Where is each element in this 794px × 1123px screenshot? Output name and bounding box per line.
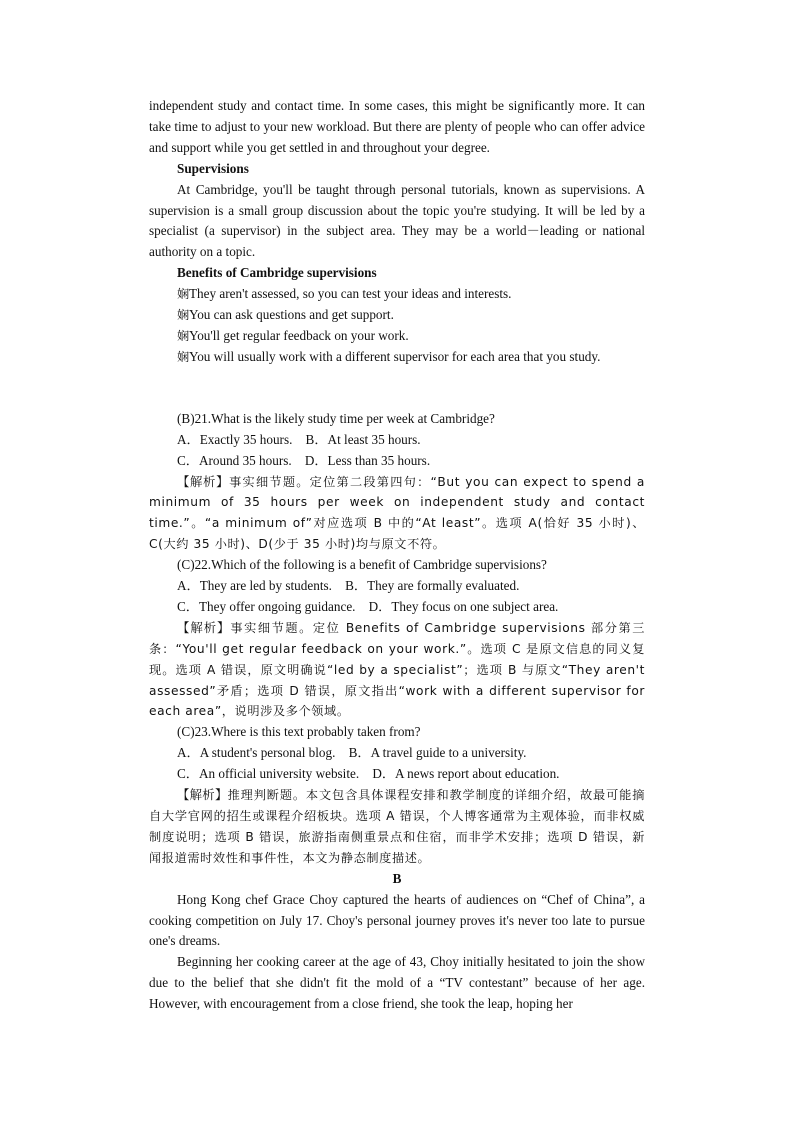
blank-space [149,368,645,409]
question-23-options-cd: C．An official university website. D．A news report about education. [177,766,560,782]
question-22-options-ab: A．They are led by students. B．They are formally evaluated. [177,578,520,594]
analysis-text: 事实细节题。定位第二段第四句：“But you can expect to spend a minimum of 35 hours per week on independent study and contact time.”。“a minimum of”对应选项 B 中的“At least”。选项 A(恰好 35 小时)、C(大约 35 小时)、D(少于 35 小时)均与原文不符。 [149,474,646,552]
supervisions-heading: Supervisions [177,160,249,176]
section-b-paragraph-2: Beginning her cooking career at the age of 43, Choy initially hesitated to join the show due to the belief that she didn't fit the mold of a “TV contestant” because of her age. However, with encouragement from a close friend, she took the leap, hoping her [149,954,645,1012]
question-21-analysis [149,472,645,556]
document-page [149,96,645,1015]
analysis-tag: 【解析】 [177,473,230,489]
benefit-item: 娴You will usually work with a different supervisor for each area that you study. [149,347,645,368]
question-22-analysis [149,618,645,723]
benefit-item: 娴You can ask questions and get support. [149,305,645,326]
bullet-glyph: 娴 [177,287,190,302]
question-22-options-cd: C．They offer ongoing guidance. D．They focus on one subject area. [177,598,559,614]
analysis-tag: 【解析】 [177,787,228,803]
section-b-label: B [392,870,402,886]
intro-paragraph: independent study and contact time. In some cases, this might be significantly more. It can take time to adjust to your new workload. But there are plenty of people who can offer advice and support while you get settled in and throughout your degree. [149,98,645,155]
question-22: (C)22.Which of the following is a benefit of Cambridge supervisions? [177,557,547,573]
question-23-options-ab: A．A student's personal blog. B．A travel guide to a university. [177,745,527,761]
question-21-options-ab: A．Exactly 35 hours. B．At least 35 hours. [177,431,421,447]
analysis-tag: 【解析】 [177,619,231,635]
analysis-text: 事实细节题。定位 Benefits of Cambridge supervisions 部分第三条：“You'll get regular feedback on your work.”。选项 C 是原文信息的同义复现。选项 A 错误，原文明确说“led by a specialist”；选项 B 与原文“They aren't assessed”矛盾；选项 D 错误，原文指出“work with a different supervisor for each area”，说明涉及多个领域。 [149,620,646,719]
bullet-glyph: 娴 [177,328,190,343]
benefit-item: 娴They aren't assessed, so you can test your ideas and interests. [149,284,645,305]
question-21-options-cd: C．Around 35 hours. D．Less than 35 hours. [177,452,431,468]
question-21: (B)21.What is the likely study time per week at Cambridge? [177,410,495,426]
bullet-glyph: 娴 [177,308,190,323]
question-23: (C)23.Where is this text probably taken from? [177,724,421,740]
section-b-paragraph-1: Hong Kong chef Grace Choy captured the hearts of audiences on “Chef of China”, a cooking competition on July 17. Choy's personal journey proves it's never too late to pursue one's dreams. [149,891,645,949]
bullet-glyph: 娴 [177,349,190,364]
benefits-heading: Benefits of Cambridge supervisions [177,265,377,281]
analysis-text: 推理判断题。本文包含具体课程安排和教学制度的详细介绍，故最可能摘自大学官网的招生或课程介绍板块。选项 A 错误，个人博客通常为主观体验，而非权威制度说明；选项 B 错误，旅游指南侧重景点和住宿，而非学术安排；选项 D 错误，新闻报道需时效性和事件性，本文为静态制度描述。 [149,788,646,865]
question-23-analysis [149,785,645,869]
benefit-item: 娴You'll get regular feedback on your work. [149,326,645,347]
supervisions-paragraph: At Cambridge, you'll be taught through personal tutorials, known as supervisions. A supervision is a small group discussion about the topic you're studying. It will be led by a specialist (a supervisor) in the subject area. They may be a world－leading or national authority on a topic. [149,181,645,260]
